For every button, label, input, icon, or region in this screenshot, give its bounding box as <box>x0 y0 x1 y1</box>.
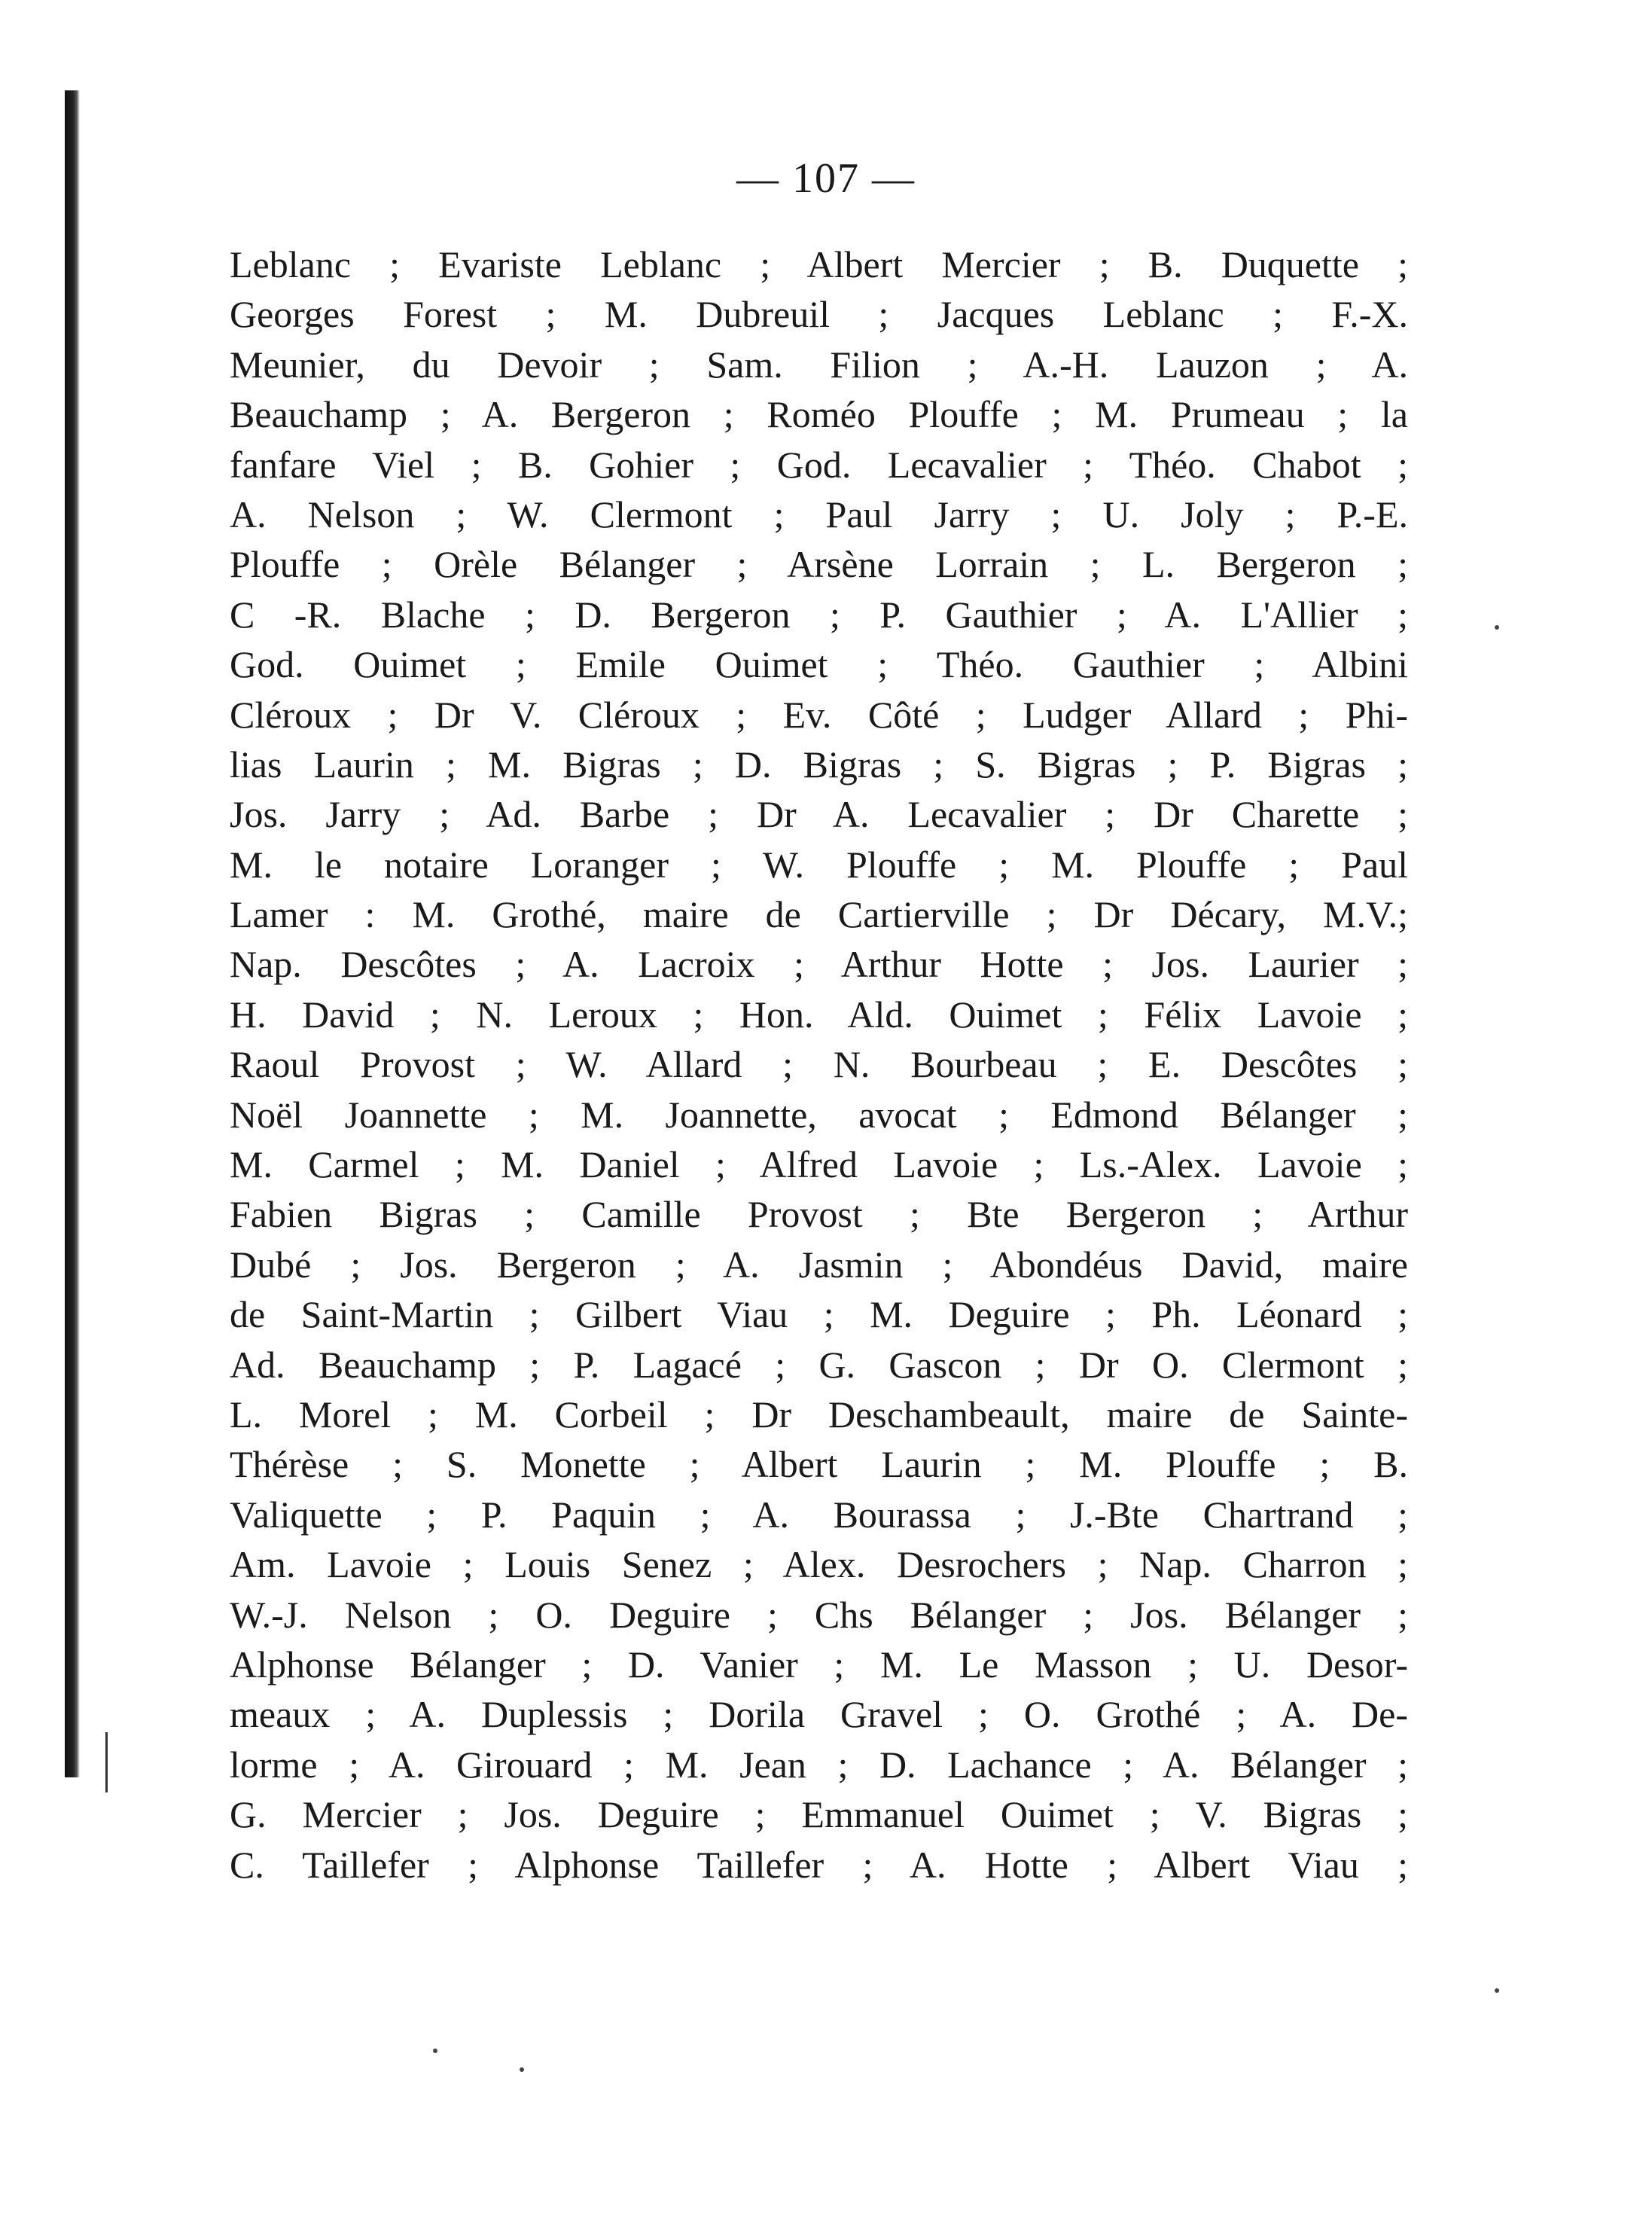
text-line: Cléroux ; Dr V. Cléroux ; Ev. Côté ; Ludger Allard ; Phi- <box>230 693 1408 736</box>
binding-edge <box>65 90 80 1777</box>
text-line: Leblanc ; Evariste Leblanc ; Albert Mercier ; B. Duquette ; <box>230 243 1408 285</box>
text-line: meaux ; A. Duplessis ; Dorila Gravel ; O. Grothé ; A. De- <box>230 1693 1408 1736</box>
text-line: C. Taillefer ; Alphonse Taillefer ; A. Hotte ; Albert Viau ; <box>230 1843 1408 1886</box>
text-line: Raoul Provost ; W. Allard ; N. Bourbeau ; E. Descôtes ; <box>230 1043 1408 1086</box>
text-line: Thérèse ; S. Monette ; Albert Laurin ; M. Plouffe ; B. <box>230 1443 1408 1486</box>
text-line: fanfare Viel ; B. Gohier ; God. Lecavalier ; Théo. Chabot ; <box>230 443 1408 486</box>
page-number: — 107 — <box>736 155 916 202</box>
scan-speck <box>433 2049 437 2053</box>
text-line: G. Mercier ; Jos. Deguire ; Emmanuel Ouimet ; V. Bigras ; <box>230 1793 1408 1836</box>
text-line: Plouffe ; Orèle Bélanger ; Arsène Lorrain ; L. Bergeron ; <box>230 543 1408 586</box>
text-line: W.-J. Nelson ; O. Deguire ; Chs Bélanger ; Jos. Bélanger ; <box>230 1593 1408 1636</box>
text-line: Nap. Descôtes ; A. Lacroix ; Arthur Hotte ; Jos. Laurier ; <box>230 943 1408 986</box>
scan-speck <box>1495 625 1499 630</box>
text-line: M. Carmel ; M. Daniel ; Alfred Lavoie ; Ls.-Alex. Lavoie ; <box>230 1143 1408 1186</box>
text-line: Dubé ; Jos. Bergeron ; A. Jasmin ; Abondéus David, maire <box>230 1243 1408 1286</box>
body-text <box>230 239 1408 1890</box>
text-line: Am. Lavoie ; Louis Senez ; Alex. Desrochers ; Nap. Charron ; <box>230 1543 1408 1586</box>
text-line: Beauchamp ; A. Bergeron ; Roméo Plouffe ; M. Prumeau ; la <box>230 393 1408 436</box>
text-line: lorme ; A. Girouard ; M. Jean ; D. Lachance ; A. Bélanger ; <box>230 1743 1408 1786</box>
text-line: God. Ouimet ; Emile Ouimet ; Théo. Gauthier ; Albini <box>230 643 1408 686</box>
text-line: Jos. Jarry ; Ad. Barbe ; Dr A. Lecavalier ; Dr Charette ; <box>230 793 1408 836</box>
text-line: Lamer : M. Grothé, maire de Cartierville ; Dr Décary, M.V.; <box>230 893 1408 936</box>
text-line: H. David ; N. Leroux ; Hon. Ald. Ouimet ; Félix Lavoie ; <box>230 993 1408 1036</box>
text-line: A. Nelson ; W. Clermont ; Paul Jarry ; U. Joly ; P.-E. <box>230 493 1408 535</box>
text-line: Georges Forest ; M. Dubreuil ; Jacques Leblanc ; F.-X. <box>230 293 1408 336</box>
text-line: Alphonse Bélanger ; D. Vanier ; M. Le Masson ; U. Desor- <box>230 1643 1408 1686</box>
text-line: Valiquette ; P. Paquin ; A. Bourassa ; J.-Bte Chartrand ; <box>230 1493 1408 1536</box>
text-line: lias Laurin ; M. Bigras ; D. Bigras ; S. Bigras ; P. Bigras ; <box>230 743 1408 786</box>
scan-speck <box>1495 1988 1499 1993</box>
text-line: L. Morel ; M. Corbeil ; Dr Deschambeault, maire de Sainte- <box>230 1393 1408 1435</box>
text-line: Fabien Bigras ; Camille Provost ; Bte Bergeron ; Arthur <box>230 1193 1408 1236</box>
text-line: Noël Joannette ; M. Joannette, avocat ; Edmond Bélanger ; <box>230 1093 1408 1136</box>
text-line: de Saint-Martin ; Gilbert Viau ; M. Deguire ; Ph. Léonard ; <box>230 1293 1408 1336</box>
scan-speck <box>520 2067 524 2072</box>
text-line: Ad. Beauchamp ; P. Lagacé ; G. Gascon ; Dr O. Clermont ; <box>230 1343 1408 1386</box>
text-line: Meunier, du Devoir ; Sam. Filion ; A.-H. Lauzon ; A. <box>230 343 1408 386</box>
text-line: M. le notaire Loranger ; W. Plouffe ; M. Plouffe ; Paul <box>230 843 1408 886</box>
binding-edge-mark <box>105 1732 108 1792</box>
text-line: C -R. Blache ; D. Bergeron ; P. Gauthier ; A. L'Allier ; <box>230 593 1408 636</box>
